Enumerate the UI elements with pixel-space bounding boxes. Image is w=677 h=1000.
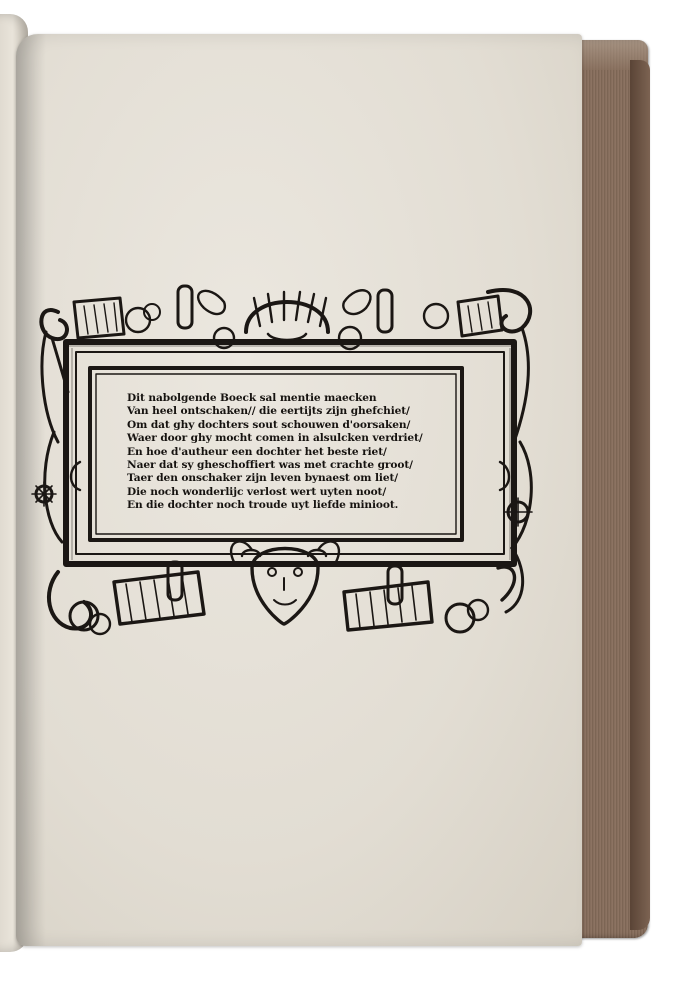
- verse-line-4: Waer door ghy mocht comen in alsulcken verdriet/: [127, 432, 423, 445]
- blackletter-verse: [127, 392, 457, 518]
- verse-line-2: Van heel ontschaken// die eertijts zijn ghefchiet/: [127, 405, 410, 418]
- cover-edge: [630, 60, 650, 930]
- verse-line-1: Dit nabolgende Boeck sal mentie maecken: [127, 392, 377, 404]
- verse-line-9: En die dochter noch troude uyt liefde minioot.: [127, 499, 399, 512]
- verse-line-3: Om dat ghy dochters sout schouwen d'oorsaken/: [127, 418, 411, 431]
- verse-line-5: En hoe d'autheur een dochter het beste riet/: [127, 445, 387, 458]
- verse-line-7: Taer den onschaker zijn leven bynaest om liet/: [127, 472, 399, 485]
- verse-line-8: Die noch wonderlijc verlost wert uyten noot/: [127, 485, 387, 498]
- verse-line-6: Naer dat sy gheschoffiert was met crachte groot/: [127, 459, 413, 472]
